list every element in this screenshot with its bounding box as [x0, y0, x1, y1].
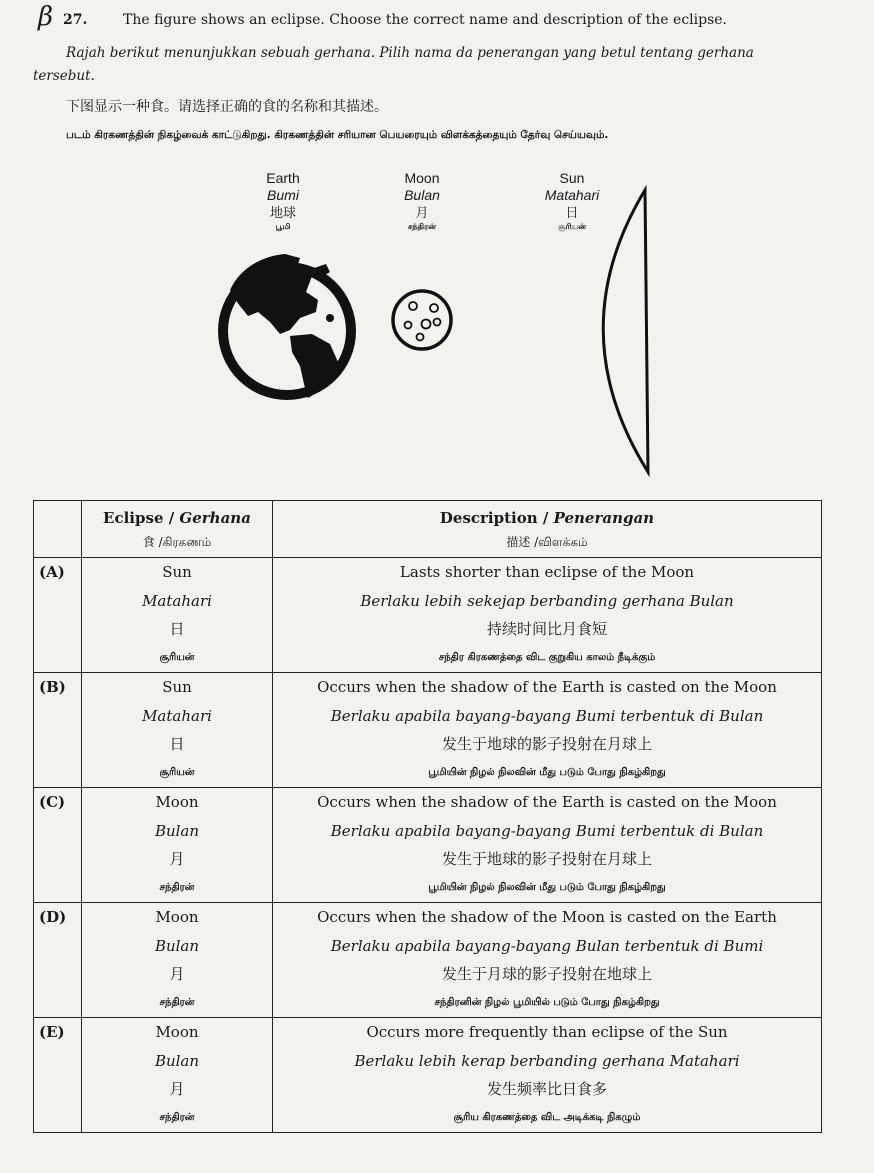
header-eclipse-en: Eclipse /: [103, 509, 180, 527]
earth-label-ta: பூமி: [275, 222, 291, 231]
option-row-d[interactable]: [34, 903, 822, 1018]
eclipse-figure: [0, 0, 874, 500]
name-en: Sun: [162, 678, 192, 696]
header-description-ms: Penerangan: [553, 509, 655, 527]
sun-label-zh: 日: [565, 205, 579, 220]
desc-ta: சூரிய கிரகணத்தை விட அடிக்கடி நிகழும்: [453, 1111, 641, 1123]
moon-label-ta: சந்திரன்: [407, 222, 436, 231]
option-eclipse-name: [82, 673, 273, 788]
option-description: [273, 903, 822, 1018]
option-row-a[interactable]: [34, 558, 822, 673]
header-description-cell: [273, 501, 822, 558]
name-zh: 日: [169, 735, 185, 753]
earth-label-ms: Bumi: [267, 187, 299, 203]
name-ta: சந்திரன்: [159, 881, 195, 893]
name-en: Moon: [155, 793, 199, 811]
option-eclipse-name: [82, 1018, 273, 1133]
question-text-malay-continued: tersebut.: [33, 68, 95, 84]
name-ta: சந்திரன்: [159, 1111, 195, 1123]
desc-zh: 发生于月球的影子投射在地球上: [441, 965, 652, 983]
name-en: Moon: [155, 908, 199, 926]
question-text-tamil: படம் கிரகணத்தின் நிகழ்வைக் காட்டுகிறது. கிரகணத்தின் சரியான பெயரையும் விளக்கத்தையும் தேர்வு செய்யவும்.: [66, 129, 609, 141]
name-ms: Bulan: [154, 1051, 200, 1070]
name-ms: Bulan: [154, 821, 200, 840]
question-number: 27.: [63, 12, 88, 28]
option-row-c[interactable]: [34, 788, 822, 903]
desc-ms: Berlaku lebih kerap berbanding gerhana Matahari: [354, 1051, 740, 1070]
header-eclipse-ms: Gerhana: [179, 509, 251, 527]
name-zh: 日: [169, 620, 185, 638]
header-eclipse-sub: 食 /கிரகணம்: [142, 535, 212, 549]
name-ms: Bulan: [154, 936, 200, 955]
desc-ms: Berlaku apabila bayang-bayang Bumi terbentuk di Bulan: [330, 706, 764, 725]
desc-zh: 发生频率比日食多: [486, 1080, 607, 1098]
option-eclipse-name: [82, 788, 273, 903]
name-ms: Matahari: [142, 706, 212, 725]
option-label: (C): [34, 788, 82, 903]
desc-en: Lasts shorter than eclipse of the Moon: [399, 563, 695, 581]
name-zh: 月: [169, 1080, 185, 1098]
moon-label-en: Moon: [404, 170, 440, 186]
option-label: (B): [34, 673, 82, 788]
option-description: [273, 558, 822, 673]
question-text-chinese: 下图显示一种食。请选择正确的食的名称和其描述。: [66, 99, 388, 115]
moon-icon: [393, 291, 451, 349]
earth-label-en: Earth: [266, 170, 300, 186]
desc-en: Occurs when the shadow of the Moon is casted on the Earth: [317, 908, 777, 926]
sun-label-ms: Matahari: [544, 187, 600, 203]
name-ta: சந்திரன்: [159, 996, 195, 1008]
header-description-en: Description /: [439, 509, 554, 527]
desc-ta: பூமியின் நிழல் நிலவின் மீது படும் போது நிகழ்கிறது: [428, 766, 666, 778]
desc-zh: 发生于地球的影子投射在月球上: [441, 850, 652, 868]
desc-en: Occurs when the shadow of the Earth is casted on the Moon: [317, 678, 777, 696]
name-en: Moon: [155, 1023, 199, 1041]
option-row-b[interactable]: [34, 673, 822, 788]
name-ta: சூரியன்: [159, 651, 195, 663]
desc-en: Occurs more frequently than eclipse of the Sun: [366, 1023, 728, 1041]
desc-ta: பூமியின் நிழல் நிலவின் மீது படும் போது நிகழ்கிறது: [428, 881, 666, 893]
name-ms: Matahari: [142, 591, 212, 610]
table-header-row: [34, 501, 822, 558]
header-eclipse-cell: [82, 501, 273, 558]
desc-ms: Berlaku apabila bayang-bayang Bumi terbentuk di Bulan: [330, 821, 764, 840]
question-text-english: The figure shows an eclipse. Choose the correct name and description of the eclipse.: [123, 12, 728, 28]
earth-globe-icon: [218, 254, 356, 400]
desc-ms: Berlaku apabila bayang-bayang Bulan terbentuk di Bumi: [330, 936, 764, 955]
sun-label-en: Sun: [559, 170, 585, 186]
question-text-malay: Rajah berikut menunjukkan sebuah gerhana. Pilih nama da penerangan yang betul tentang gerhana: [66, 45, 754, 61]
moon-label-zh: 月: [415, 205, 429, 220]
option-label: (D): [34, 903, 82, 1018]
desc-zh: 发生于地球的影子投射在月球上: [441, 735, 652, 753]
option-eclipse-name: [82, 558, 273, 673]
name-ta: சூரியன்: [159, 766, 195, 778]
header-description-sub: 描述 /விளக்கம்: [506, 535, 588, 549]
option-label: (A): [34, 558, 82, 673]
option-row-e[interactable]: [34, 1018, 822, 1133]
option-description: [273, 673, 822, 788]
moon-label-ms: Bulan: [404, 187, 440, 203]
desc-ta: சந்திரனின் நிழல் பூமியில் படும் போது நிகழ்கிறது: [434, 996, 660, 1008]
desc-en: Occurs when the shadow of the Earth is casted on the Moon: [317, 793, 777, 811]
option-description: [273, 788, 822, 903]
name-zh: 月: [169, 965, 185, 983]
desc-ta: சந்திர கிரகணத்தை விட குறுகிய காலம் நீடிக்கும்: [438, 651, 656, 663]
question-mark: β: [38, 2, 54, 32]
header-empty-cell: [34, 501, 82, 558]
option-description: [273, 1018, 822, 1133]
option-eclipse-name: [82, 903, 273, 1018]
sun-label-ta: சூரியன்: [557, 222, 587, 231]
name-en: Sun: [162, 563, 192, 581]
option-label: (E): [34, 1018, 82, 1133]
name-zh: 月: [169, 850, 185, 868]
desc-ms: Berlaku lebih sekejap berbanding gerhana Bulan: [360, 591, 734, 610]
desc-zh: 持续时间比月食短: [486, 620, 607, 638]
options-table: [33, 500, 822, 1133]
sun-segment-icon: [603, 190, 648, 472]
earth-label-zh: 地球: [269, 205, 296, 220]
